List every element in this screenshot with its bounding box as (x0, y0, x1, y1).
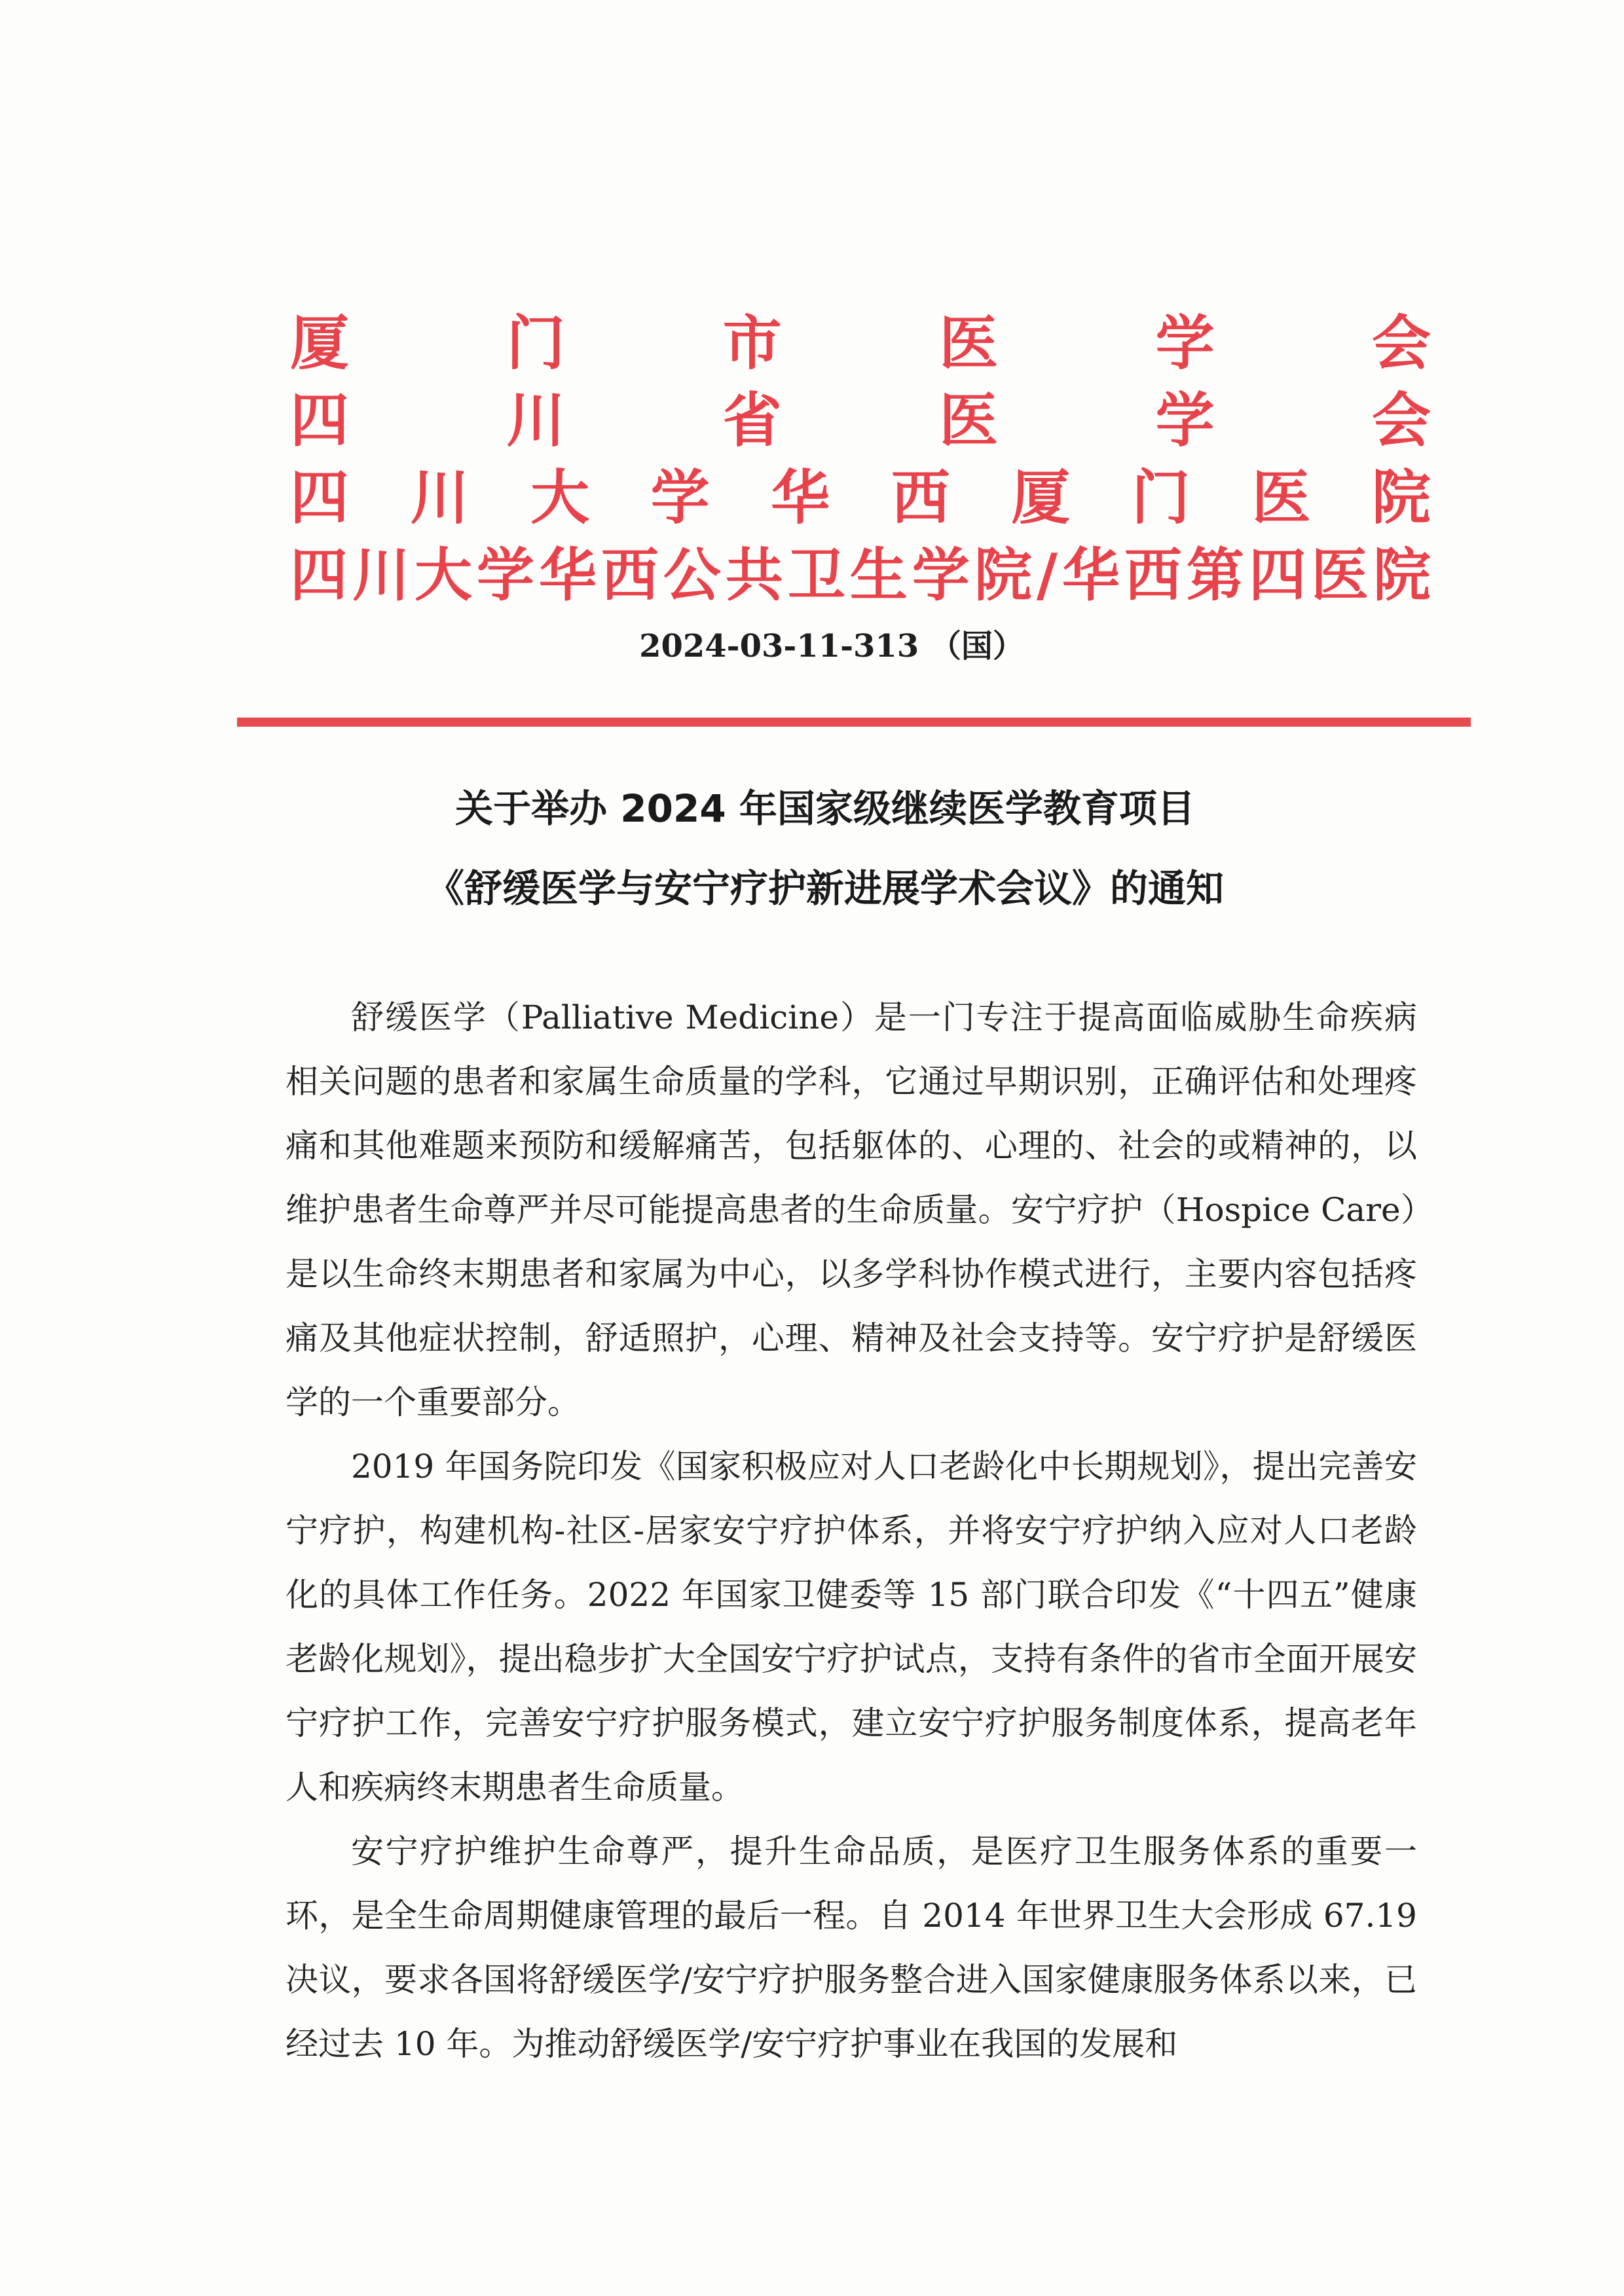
issuer-character: 会 (1371, 386, 1431, 455)
issuer-character: 厦 (290, 308, 349, 378)
issuer-character: 公 (663, 541, 721, 609)
issuer-character: 学 (1155, 308, 1215, 378)
issuer-character: 医 (939, 308, 999, 378)
issuer-character: 省 (722, 386, 782, 455)
issuer-xiamen-medical-association (290, 302, 1431, 384)
issuer-character: 华 (771, 463, 830, 532)
issuer-character: 学 (476, 541, 534, 609)
body-paragraph: 舒缓医学（Palliative Medicine）是一门专注于提高面临威胁生命疾病相关问题的患者和家属生命质量的学科，它通过早期识别，正确评估和处理疼痛和其他难题来预防和缓解痛苦，包括躯体的、心理的、社会的或精神的，以维护患者生命尊严并尽可能提高患者的生命质量。安宁疗护（Hospice Care）是以生命终末期患者和家属为中心，以多学科协作模式进行，主要内容包括疼痛及其他症状控制，舒适照护，心理、精神及社会支持等。安宁疗护是舒缓医学的一个重要部分。 (286, 998, 1417, 1421)
issuer-character: 川 (506, 386, 566, 455)
issuer-character: 医 (1310, 541, 1369, 609)
issuer-west-china-public-health-school (290, 534, 1431, 616)
issuer-character: 四 (290, 541, 348, 609)
issuer-character: 厦 (1011, 463, 1071, 532)
issuer-character: 医 (939, 386, 999, 455)
issuer-character: 第 (1186, 541, 1244, 609)
red-divider (237, 718, 1471, 727)
body-paragraph: 安宁疗护维护生命尊严，提升生命品质，是医疗卫生服务体系的重要一环，是全生命周期健康管理的最后一程。自 2014 年世界卫生大会形成 67.19 决议，要求各国将舒缓医学/安宁疗护服务整合进入国家健康服务体系以来，已经过去 10 年。为推动舒缓医学/安宁疗护事业在我国的发展和 (286, 1832, 1417, 2063)
body-paragraph: 2019 年国务院印发《国家积极应对人口老龄化中长期规划》，提出完善安宁疗护，构建机构-社区-居家安宁疗护体系，并将安宁疗护纳入应对人口老龄化的具体工作任务。2022 年国家卫健委等 15 部门联合印发《“十四五”健康老龄化规划》，提出稳步扩大全国安宁疗护试点，支持有条件的省市全面开展安宁疗护工作，完善安宁疗护服务模式，建立安宁疗护服务制度体系，提高老年人和疾病终末期患者生命质量。 (286, 1448, 1417, 1806)
issuer-character: 西 (891, 463, 950, 532)
issuer-character: 卫 (787, 541, 845, 609)
issuer-sichuan-medical-association (290, 380, 1431, 462)
issuer-character: 院 (1371, 463, 1431, 532)
issuer-character: 医 (1251, 463, 1311, 532)
issuer-character: 门 (1131, 463, 1190, 532)
issuer-character: 学 (912, 541, 970, 609)
title-line-2: 《舒缓医学与安宁疗护新进展学术会议》的通知 (426, 866, 1224, 911)
issuer-character: / (1036, 541, 1058, 609)
issuer-character: 华 (1061, 541, 1120, 609)
issuer-character: 川 (352, 541, 410, 609)
issuer-character: 四 (290, 386, 349, 455)
document-number: 2024-03-11-313 （国） (639, 628, 1024, 665)
body-text (286, 985, 1417, 2076)
title-line-1: 关于举办 2024 年国家级继续医学教育项目 (455, 786, 1195, 831)
issuer-character: 学 (650, 463, 710, 532)
issuer-character: 市 (722, 308, 782, 378)
issuer-character: 会 (1371, 308, 1431, 378)
issuer-character: 西 (1124, 541, 1182, 609)
issuer-character: 学 (1155, 386, 1215, 455)
issuer-character: 院 (974, 541, 1032, 609)
issuer-character: 院 (1373, 541, 1431, 609)
issuer-character: 生 (849, 541, 908, 609)
issuer-character: 大 (530, 463, 590, 532)
issuer-character: 四 (1248, 541, 1306, 609)
issuer-character: 四 (290, 463, 349, 532)
issuer-character: 西 (600, 541, 659, 609)
issuer-character: 门 (506, 308, 566, 378)
issuer-character: 大 (414, 541, 472, 609)
issuer-character: 川 (410, 463, 470, 532)
issuer-character: 共 (725, 541, 783, 609)
issuer-character: 华 (538, 541, 597, 609)
issuer-west-china-xiamen-hospital (290, 457, 1431, 539)
